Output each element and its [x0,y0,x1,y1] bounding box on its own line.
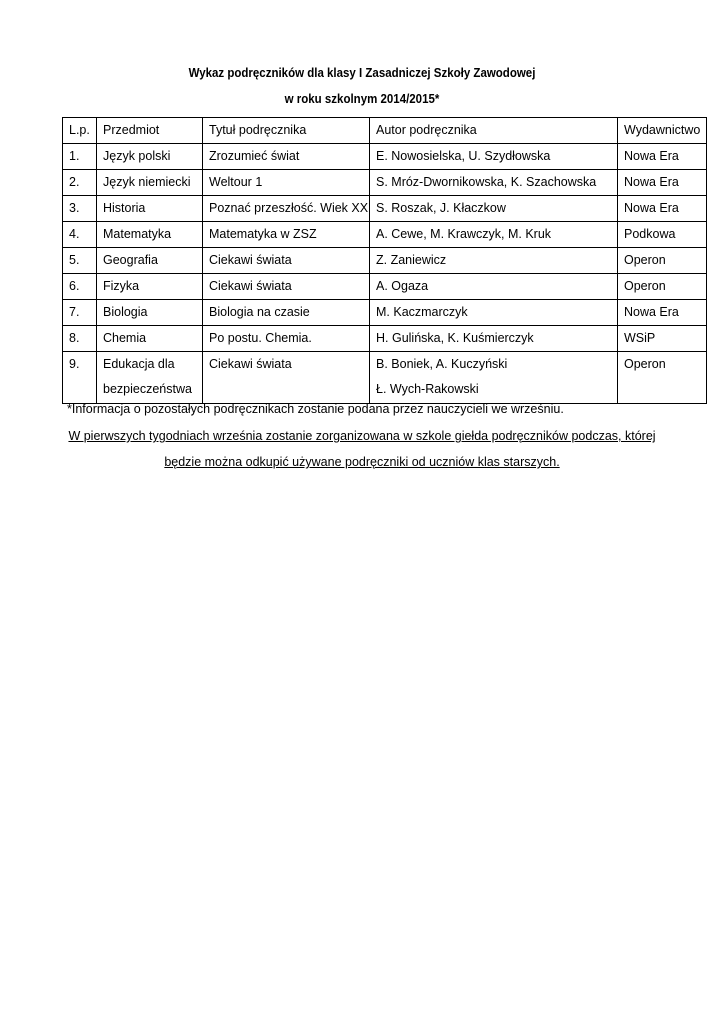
header-publisher: Wydawnictwo [618,118,707,144]
cell-author: S. Roszak, J. Kłaczkow [370,196,618,222]
cell-subject: Język polski [97,144,203,170]
cell-subject-line: bezpieczeństwa [103,382,192,396]
cell-subject: Matematyka [97,222,203,248]
cell-subject: Historia [97,196,203,222]
cell-lp: 8. [63,326,97,352]
cell-subject: Geografia [97,248,203,274]
table-header-row [63,118,707,144]
header-subject: Przedmiot [97,118,203,144]
cell-author: Z. Zaniewicz [370,248,618,274]
header-lp: L.p. [63,118,97,144]
cell-lp: 4. [63,222,97,248]
footnote: *Informacja o pozostałych podręcznikach zostanie podana przez nauczycieli we wrześniu. [67,402,564,416]
cell-publisher: Nowa Era [618,300,707,326]
cell-title: Ciekawi świata [203,274,370,300]
cell-subject-line: Edukacja dla [103,357,175,371]
announcement-line: W pierwszych tygodniach września zostanie zorganizowana w szkole giełda podręczników podczas, której [68,429,656,443]
cell-author-line: Ł. Wych-Rakowski [376,382,479,396]
cell-subject: Biologia [97,300,203,326]
cell-lp: 5. [63,248,97,274]
cell-subject: Fizyka [97,274,203,300]
cell-title: Po postu. Chemia. [203,326,370,352]
cell-title: Biologia na czasie [203,300,370,326]
table-row [63,144,707,170]
cell-publisher: Nowa Era [618,170,707,196]
cell-author: E. Nowosielska, U. Szydłowska [370,144,618,170]
header-title: Tytuł podręcznika [203,118,370,144]
cell-subject: Chemia [97,326,203,352]
table-row [63,352,707,404]
table-row [63,196,707,222]
table-row [63,274,707,300]
cell-subject [97,352,203,404]
cell-publisher: Operon [618,352,707,404]
cell-lp: 9. [63,352,97,404]
cell-title: Weltour 1 [203,170,370,196]
cell-lp: 7. [63,300,97,326]
cell-subject: Język niemiecki [97,170,203,196]
cell-publisher: Nowa Era [618,196,707,222]
document-subtitle: w roku szkolnym 2014/2015* [284,92,440,106]
cell-title: Matematyka w ZSZ [203,222,370,248]
cell-author: S. Mróz-Dwornikowska, K. Szachowska [370,170,618,196]
cell-publisher: Podkowa [618,222,707,248]
cell-author-line: B. Boniek, A. Kuczyński [376,357,508,371]
document-title: Wykaz podręczników dla klasy I Zasadniczej Szkoły Zawodowej [188,66,536,80]
table-row [63,300,707,326]
cell-title: Ciekawi świata [203,248,370,274]
cell-author: H. Gulińska, K. Kuśmierczyk [370,326,618,352]
cell-lp: 1. [63,144,97,170]
cell-lp: 6. [63,274,97,300]
cell-author [370,352,618,404]
table-row [63,170,707,196]
textbook-table [62,117,707,404]
cell-author: A. Cewe, M. Krawczyk, M. Kruk [370,222,618,248]
table-row [63,248,707,274]
header-author: Autor podręcznika [370,118,618,144]
cell-publisher: Nowa Era [618,144,707,170]
cell-lp: 2. [63,170,97,196]
announcement-line: będzie można odkupić używane podręczniki od uczniów klas starszych. [164,455,560,469]
cell-title: Ciekawi świata [203,352,370,404]
cell-publisher: WSiP [618,326,707,352]
cell-author: M. Kaczmarczyk [370,300,618,326]
table-row [63,222,707,248]
cell-title: Poznać przeszłość. Wiek XX [203,196,370,222]
cell-publisher: Operon [618,248,707,274]
table-row [63,326,707,352]
cell-author: A. Ogaza [370,274,618,300]
cell-lp: 3. [63,196,97,222]
cell-publisher: Operon [618,274,707,300]
cell-title: Zrozumieć świat [203,144,370,170]
